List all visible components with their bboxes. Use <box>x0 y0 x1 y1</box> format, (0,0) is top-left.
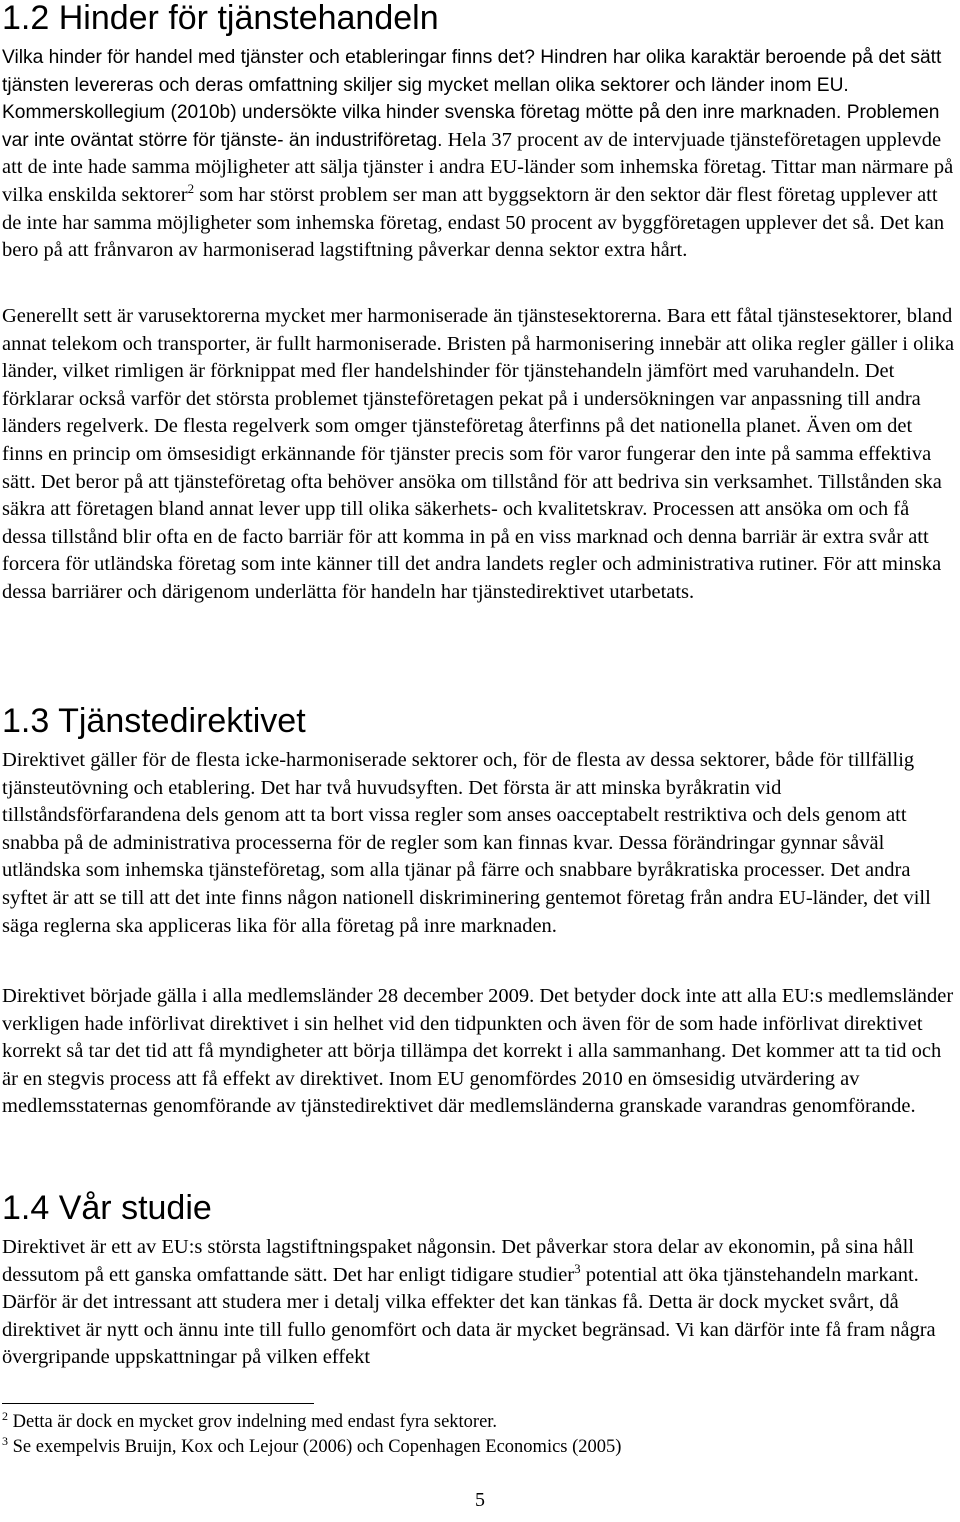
footnote-3 <box>2 1435 621 1459</box>
footnote-2 <box>2 1410 497 1434</box>
paragraph-1-2-first <box>2 44 958 265</box>
page-number: 5 <box>475 1489 485 1511</box>
paragraph-1-3-first: Direktivet gäller för de flesta icke-harmoniserade sektorer och, för de flesta av dessa sektorer, både för tillfällig tjänsteutövning och etablering. Det har två huvudsyften. Det första är att minska byråkratin vid tillståndsförfarandena dels genom att ta bort vissa regler som anses oacceptabelt restriktiva och dels genom att snabba på de administrativa processerna för de regler som kan finnas kvar. Dessa förändringar gynnar såväl utländska som inhemska tjänsteföretag, som alla tjänar på färre och snabbare byråkratiska processer. Det andra syftet är att se till att det inte finns någon nationell diskriminering gentemot företag från andra EU-länder, det vill säga reglerna ska appliceras lika för alla företag på inre marknaden. <box>2 749 931 937</box>
heading-1-3: 1.3 Tjänstedirektivet <box>2 702 306 740</box>
paragraph-1-4-first-a: Direktivet är ett av EU:s största lagstiftningspaket någonsin. Det påverkar stora delar av ekonomin, på sina håll dessutom på ett ganska omfattande sätt. Det har enligt tidigare studier <box>2 1236 914 1286</box>
paragraph-1-2-second: Generellt sett är varusektorerna mycket mer harmoniserade än tjänstesektorerna. Bara ett fåtal tjänstesektorer, bland annat telekom och transporter, är fullt harmoniserade. Bristen på harmonisering innebär att olika regler gäller i olika länder, vilket rimligen är förknippat med fler handelshinder för tjänstehandeln jämfört med varuhandeln. Det förklarar också varför det största problemet tjänsteföretagen pekat på i undersökningen var anpassning till andra länders regelverk. De flesta regelverk som omger tjänsteföretag återfinns på det nationella planet. Även om det finns en princip om ömsesidigt erkännande för tjänster precis som för varor fungerar den inte på samma effektiva sätt. Det beror på att tjänsteföretag ofta behöver ansöka om tillstånd för att bedriva sin verksamhet. Tillstånden ska säkra att företagen bland annat lever upp till olika säkerhets- och kvalitetskrav. Processen att ansöka om och få dessa tillstånd blir ofta en de facto barriär för att komma in på en viss marknad och denna barriär är extra svår att forcera för utländska företag som inte känner till det andra landets regler och administrativa rutiner. För att minska dessa barriärer och därigenom underlätta för handeln har tjänstedirektivet utarbetats. <box>2 305 955 603</box>
paragraph-1-4-first <box>2 1234 958 1372</box>
paragraph-1-4-first-b: potential att öka tjänstehandeln markant. Därför är det intressant att studera mer i detalj vilka effekter det kan tänkas få. Detta är dock mycket svårt, då direktivet är nytt och ännu inte till fullo genomfört och data är mycket begränsad. Vi kan därför inte få fram några övergripande uppskattningar på vilken effekt <box>2 1263 936 1369</box>
paragraph-1-2-first-serif-a: Hela 37 procent av de intervjuade tjänsteföretagen upplevde att de inte hade samma möjligheter att sälja tjänster i andra EU-länder som inhemska företag. Tittar man närmare på vilka enskilda sektorer <box>2 128 954 206</box>
footnote-ref-2: 2 <box>187 180 195 196</box>
footnote-2-text: Detta är dock en mycket grov indelning med endast fyra sektorer. <box>8 1412 498 1432</box>
footnote-separator <box>2 1403 314 1404</box>
paragraph-1-2-first-sans: Vilka hinder för handel med tjänster och etableringar finns det? Hindren har olika karaktär beroende på det sätt tjänsten levereras och deras omfattning skiljer sig mycket mellan olika sektorer och länder inom EU. Kommerskollegium (2010b) undersökte vilka hinder svenska företag mötte på den inre marknaden. Problemen var inte oväntat större för tjänste- än industriföretag. <box>2 47 942 151</box>
footnote-2-mark: 2 <box>2 1409 8 1423</box>
paragraph-1-2-first-serif-b: som har störst problem ser man att byggsektorn är den sektor där flest företag upplever att de inte har samma möjligheter som inhemska företag, endast 50 procent av byggföretagen upplever det så. Det kan bero på att frånvaron av harmoniserad lagstiftning påverkar denna sektor extra hårt. <box>2 183 945 262</box>
paragraph-1-3-second: Direktivet började gälla i alla medlemsländer 28 december 2009. Det betyder dock inte att alla EU:s medlemsländer verkligen hade införlivat direktivet i sin helhet vid den tidpunkten och även för de som hade införlivat direktivet korrekt så tar det tid att få myndigheter att börja tillämpa det korrekt i alla sammanhang. Det kommer att ta tid och är en stegvis process att få effekt av direktivet. Inom EU genomfördes 2010 en ömsesidig utvärdering av medlemsstaternas genomförande av tjänstedirektivet där medlemsländerna granskade varandras genomförande. <box>2 985 954 1118</box>
footnote-ref-3: 3 <box>574 1260 581 1276</box>
heading-1-4: 1.4 Vår studie <box>2 1189 212 1227</box>
footnote-3-mark: 3 <box>2 1434 8 1448</box>
heading-1-2: 1.2 Hinder för tjänstehandeln <box>2 0 439 37</box>
footnote-3-text: Se exempelvis Bruijn, Kox och Lejour (2006) och Copenhagen Economics (2005) <box>8 1437 622 1457</box>
